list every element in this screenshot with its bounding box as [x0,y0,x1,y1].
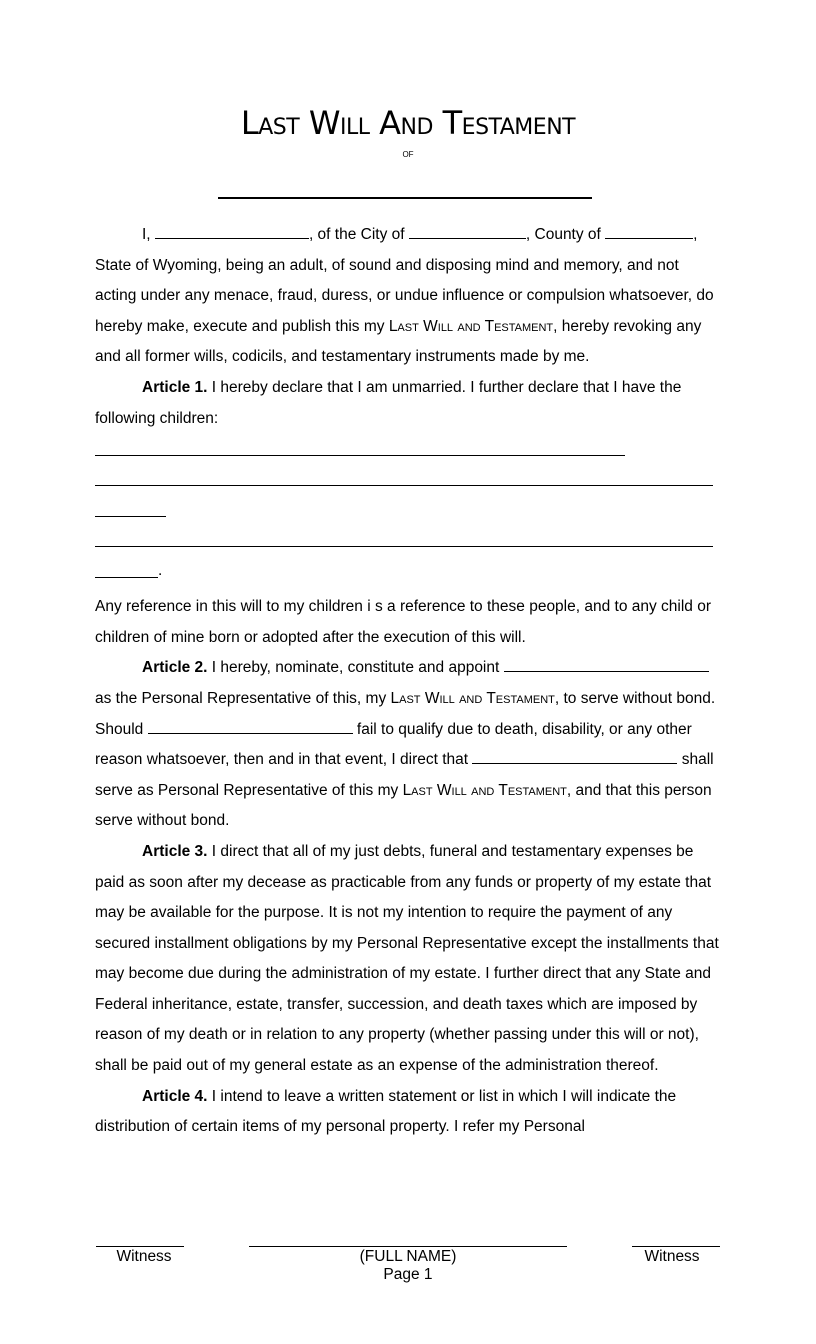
county-blank[interactable] [605,221,693,239]
article-4 [95,1082,720,1143]
child-line[interactable] [95,516,166,517]
article-3-label: Article 3. [142,842,208,860]
intro-text: State of Wyoming, being an adult, of sound and disposing mind and memory, and not acting under any menace, fraud, duress, or undue influence or compulsion whatsoever, do hereby make, execute and publish this my [95,256,714,335]
child-line[interactable] [95,546,713,547]
article-2-text-2: as the Personal Representative of this, my [95,689,387,707]
children-reference [95,592,720,653]
representative-name-blank[interactable] [148,716,353,734]
article-1 [95,373,720,434]
title-of [0,147,816,161]
article-2-doc-name: Last Will and Testament [390,689,555,707]
witness-right-line[interactable] [632,1246,720,1247]
intro-city-text: , of the City of [308,226,405,243]
document-title: Last Will And Testament [240,104,576,142]
article-3 [95,837,720,1082]
intro-county-text: , County of [525,226,601,243]
article-4-text: I intend to leave a written statement or list in which I will indicate the distribution of certain items of my personal property. I refer my Personal [95,1087,677,1136]
witness-left-line[interactable] [96,1246,184,1247]
alternate-representative-blank[interactable] [472,746,677,764]
of-text: of [402,148,414,160]
document-body [95,220,720,1143]
page-number: Page 1 [383,1266,433,1283]
witness-left-label: Witness [116,1248,172,1265]
city-blank[interactable] [409,221,526,239]
intro-i: I, [142,226,151,243]
article-2-doc-name-2: Last Will and Testament [402,781,567,799]
article-2-text-6: , and that this person serve without bond. [95,781,712,830]
child-line[interactable] [95,455,625,456]
article-2 [95,653,720,837]
intro-doc-name: Last Will and Testament [388,317,554,335]
article-4-label: Article 4. [142,1087,208,1105]
article-2-text-3: , to serve without bond. Should [95,689,716,738]
article-1-text: I hereby declare that I am unmarried. I further declare that I have the following children: [95,378,682,427]
children-lines [95,434,720,592]
full-name-label: (FULL NAME) [359,1248,457,1265]
testator-name-blank[interactable] [155,221,309,239]
witness-right-label: Witness [644,1248,700,1265]
reference-text: Any reference in this will to my children i s a reference to these people, and to any child or children of mine born or adopted after the execution of this will. [95,598,712,646]
full-name-line[interactable] [249,1246,567,1247]
article-2-text-4: fail to qualify due to death, disability, or any other reason whatsoever, then and in that event, I direct that [95,720,692,769]
article-2-text-5: shall serve as Personal Representative of this my [95,751,714,799]
child-line[interactable] [95,577,158,578]
article-1-label: Article 1. [142,378,208,396]
child-line[interactable] [95,485,713,486]
intro-comma: , [693,226,698,243]
article-2-text-1: I hereby, nominate, constitute and appoint [207,659,500,677]
representative-blank[interactable] [504,654,709,672]
intro-tail: , hereby revoking any and all former wills, codicils, and testamentary instruments made by me. [95,317,702,366]
testator-name-line[interactable] [218,197,592,199]
intro-paragraph [95,220,720,373]
children-period: . [158,562,163,580]
article-2-label: Article 2. [142,659,208,677]
article-3-text: I direct that all of my just debts, funeral and testamentary expenses be paid as soon after my decease as practicable from any funds or property of my estate that may be available for the purpose. It is not my intention to require the payment of any secured installment obligations by my Personal Representative except the installments that may become due during the administration of my estate. I further direct that any State and Federal inheritance, estate, transfer, succession, and death taxes which are imposed by reason of my death or in relation to any property (whether passing under this will or not), shall be paid out of my general estate as an expense of the administration thereof. [95,842,719,1075]
